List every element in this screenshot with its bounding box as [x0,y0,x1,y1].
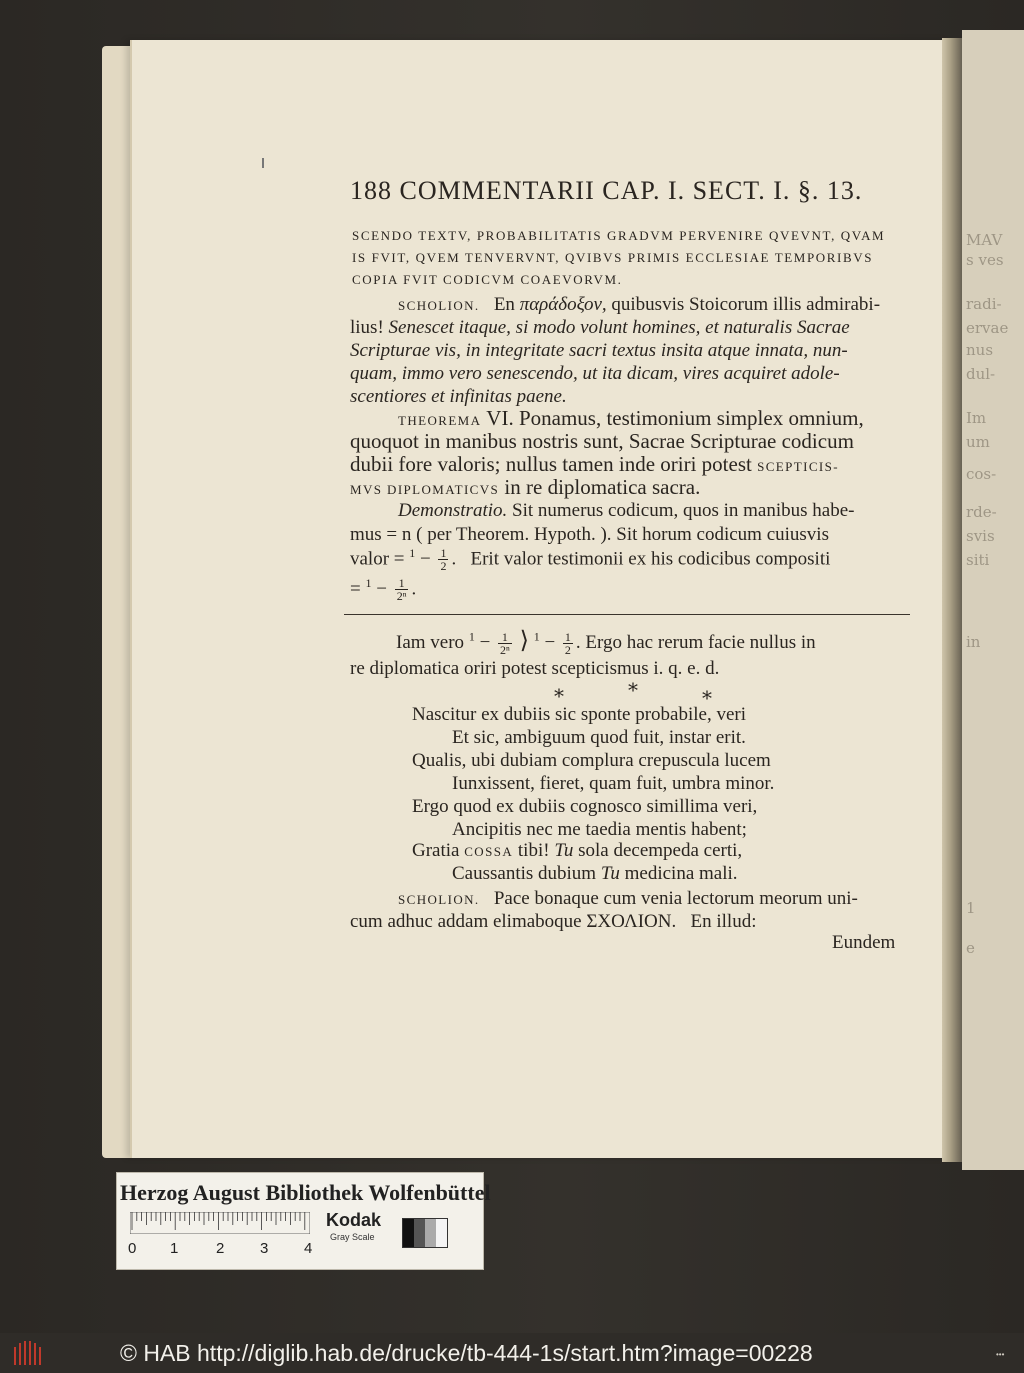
horizontal-rule [344,614,910,615]
catchword: Eundem [832,932,896,953]
theorem-line: quoquot in manibus nostris sunt, Sacrae Scripturae codicum [350,429,854,453]
greek-word: παράδοξον, [519,294,607,315]
demonstration-line [350,546,830,572]
poem-smallcaps: COSSA [464,844,514,859]
theorem-smallcaps: SCEPTICIS- [757,459,839,474]
scholion-line [398,294,880,316]
fraction-denominator: 2ⁿ [500,643,510,658]
swatch-dark-gray [414,1219,425,1247]
facing-page-fragment: s ves [966,251,1004,269]
theorem-line [350,475,700,500]
ruler-digit: 3 [260,1240,269,1257]
conclusion-line: re diplomatica oriri potest scepticismus i. q. e. d. [350,658,720,679]
theorem-text: VI. Ponamus, testimonium simplex omnium, [486,406,864,430]
fraction [498,631,512,656]
fraction [563,631,573,656]
facing-page-fragment: cos- [966,465,997,483]
demonstration-text: = [350,578,361,600]
math-minus: − [479,632,491,653]
scholion-text: En illud: [690,911,757,932]
scholion-label: SCHOLION. [398,892,480,907]
running-head: 188 COMMENTARII CAP. I. SECT. I. §. 13. [350,176,863,205]
fold-mark [262,158,264,168]
scholion-text: cum adhuc addam elimaboque [350,911,582,932]
swatch-light-gray [425,1219,436,1247]
poem-line [412,840,742,862]
poem-text: Caussantis dubium [452,863,597,884]
math-one: 1 [468,629,475,644]
facing-page-fragment: in [966,633,981,651]
facing-page-fragment: nus [966,341,994,359]
facing-page-fragment: dul- [966,365,996,383]
scholion-text: En [493,294,515,315]
facing-page-fragment: siti [966,551,990,569]
poem-text: medicina mali. [624,863,738,884]
poem-line: Nascitur ex dubiis sic sponte probabile, veri [412,704,747,725]
facing-page-fragment: um [966,433,990,451]
math-one: 1 [533,629,540,644]
fraction [438,547,448,572]
fraction-numerator: 1 [395,577,409,590]
kodak-brand: Kodak [326,1210,382,1230]
gray-swatches [402,1218,448,1248]
gray-scale-label: Gray Scale [330,1232,375,1242]
scholion-line [398,888,858,910]
swatch-white [436,1219,447,1247]
poem-text: tibi! [517,840,550,861]
poem-text: Gratia [412,840,460,861]
greek-word: ΣΧΟΛΙΟΝ. [586,911,677,932]
asterisk: * [702,686,712,710]
facing-page [962,30,1024,1170]
greater-than-sign: ⟩ [519,628,529,654]
poem-line: Qualis, ubi dubiam complura crepuscula lucem [412,750,771,771]
math-dot: . [575,632,581,653]
caps-line: IS FVIT, QVEM TENVERVNT, QVIBVS PRIMIS ECCLESIAE TEMPORIBVS [352,250,874,265]
poem-line [452,863,738,885]
ruler-digit: 2 [216,1240,225,1257]
ruler-digit: 0 [128,1240,137,1257]
ruler-digit: 1 [170,1240,179,1257]
demonstration-line [350,576,416,602]
fraction-denominator: 2 [564,643,571,658]
fraction-denominator: 2ⁿ [396,589,407,604]
facing-page-fragment: ervae [966,319,1009,337]
scholion-text: quibusvis Stoicorum illis admirabi- [611,294,881,315]
footer-dots: ••• [996,1350,1005,1359]
book-gutter [942,38,964,1162]
math-minus: − [376,578,387,600]
facing-page-fragment: MAV [966,231,1003,249]
scholion-line [350,911,756,933]
demonstration-text: Erit valor testimonii ex his codicibus compositi [470,548,831,570]
conclusion-text: Iam vero [396,632,465,653]
demonstration-line: mus = n ( per Theorem. Hypoth. ). Sit horum codicum cuiusvis [350,524,829,545]
poem-italic: Tu [600,863,620,884]
copyright-url[interactable]: © HAB http://diglib.hab.de/drucke/tb-444-1s/start.htm?image=00228 [120,1340,813,1366]
demonstration-label: Demonstratio. [398,500,508,521]
swatch-black [403,1219,414,1247]
fraction [395,577,409,602]
scholion-line: quam, immo vero senescendo, ut ita dicam, vires acquiret adole- [350,363,840,384]
math-dot: . [411,578,417,600]
fraction-numerator: 1 [564,630,571,645]
poem-italic: Tu [554,840,574,861]
math-dot: . [451,548,457,570]
math-one: 1 [365,576,372,590]
facing-page-fragment: svis [966,527,995,545]
math-minus: − [544,632,556,653]
asterisk: * [554,684,564,708]
library-name: Herzog August Bibliothek Wolfenbüttel [120,1180,491,1205]
ruler-digit: 4 [304,1240,313,1257]
fraction-numerator: 1 [440,546,447,561]
asterisk: * [628,678,638,702]
scholion-text: Pace bonaque cum venia lectorum meorum uni- [493,888,858,909]
theorem-line [398,406,864,431]
math-one: 1 [409,546,416,560]
theorem-text: in re diplomatica sacra. [504,475,701,499]
conclusion-line [396,626,816,656]
facing-page-fragment: e [966,939,975,957]
scholion-line: Scripturae vis, in integritate sacri textus insita atque innata, nun- [350,340,848,361]
scholion-line [350,317,850,339]
fraction-denominator: 2 [440,559,447,574]
scholion-italic: Senescet itaque, si modo volunt homines, et naturalis Sacrae [388,317,850,338]
theorem-text: dubii fore valoris; nullus tamen inde oriri potest [350,452,752,476]
facing-page-fragment: 1 [966,899,976,917]
facing-page-fragment: Im [966,409,987,427]
poem-line: Ergo quod ex dubiis cognosco simillima veri, [412,796,758,817]
hab-logo-icon [12,1339,44,1367]
poem-line: Et sic, ambiguum quod fuit, instar erit. [452,727,746,748]
demonstration-text: Sit numerus codicum, quos in manibus habe- [512,500,855,521]
math-minus: − [420,548,431,570]
facing-page-fragment: rde- [966,503,997,521]
theorem-line [350,452,839,477]
scholion-label: SCHOLION. [398,298,480,313]
scholion-line: scentiores et infinitas paene. [350,386,567,407]
facing-page-fragment: radi- [966,295,1002,313]
poem-text: sola decempeda certi, [578,840,743,861]
theorem-label: THEOREMA [398,413,482,428]
theorem-smallcaps: MVS DIPLOMATICVS [350,482,500,497]
conclusion-text: Ergo hac rerum facie nullus in [585,632,816,653]
fraction-numerator: 1 [498,631,512,644]
demonstration-text: valor = [350,548,405,570]
scholion-text: lius! [350,317,384,338]
caps-line: COPIA FVIT CODICVM COAEVORVM. [352,272,623,287]
demonstration-line [398,500,854,522]
poem-line: Ancipitis nec me taedia mentis habent; [452,819,747,840]
poem-line: Iunxissent, fieret, quam fuit, umbra minor. [452,773,775,794]
ruler-scale [130,1212,310,1234]
book-page [132,40,950,1158]
caps-line: SCENDO TEXTV, PROBABILITATIS GRADVM PERVENIRE QVEVNT, QVAM [352,228,886,243]
